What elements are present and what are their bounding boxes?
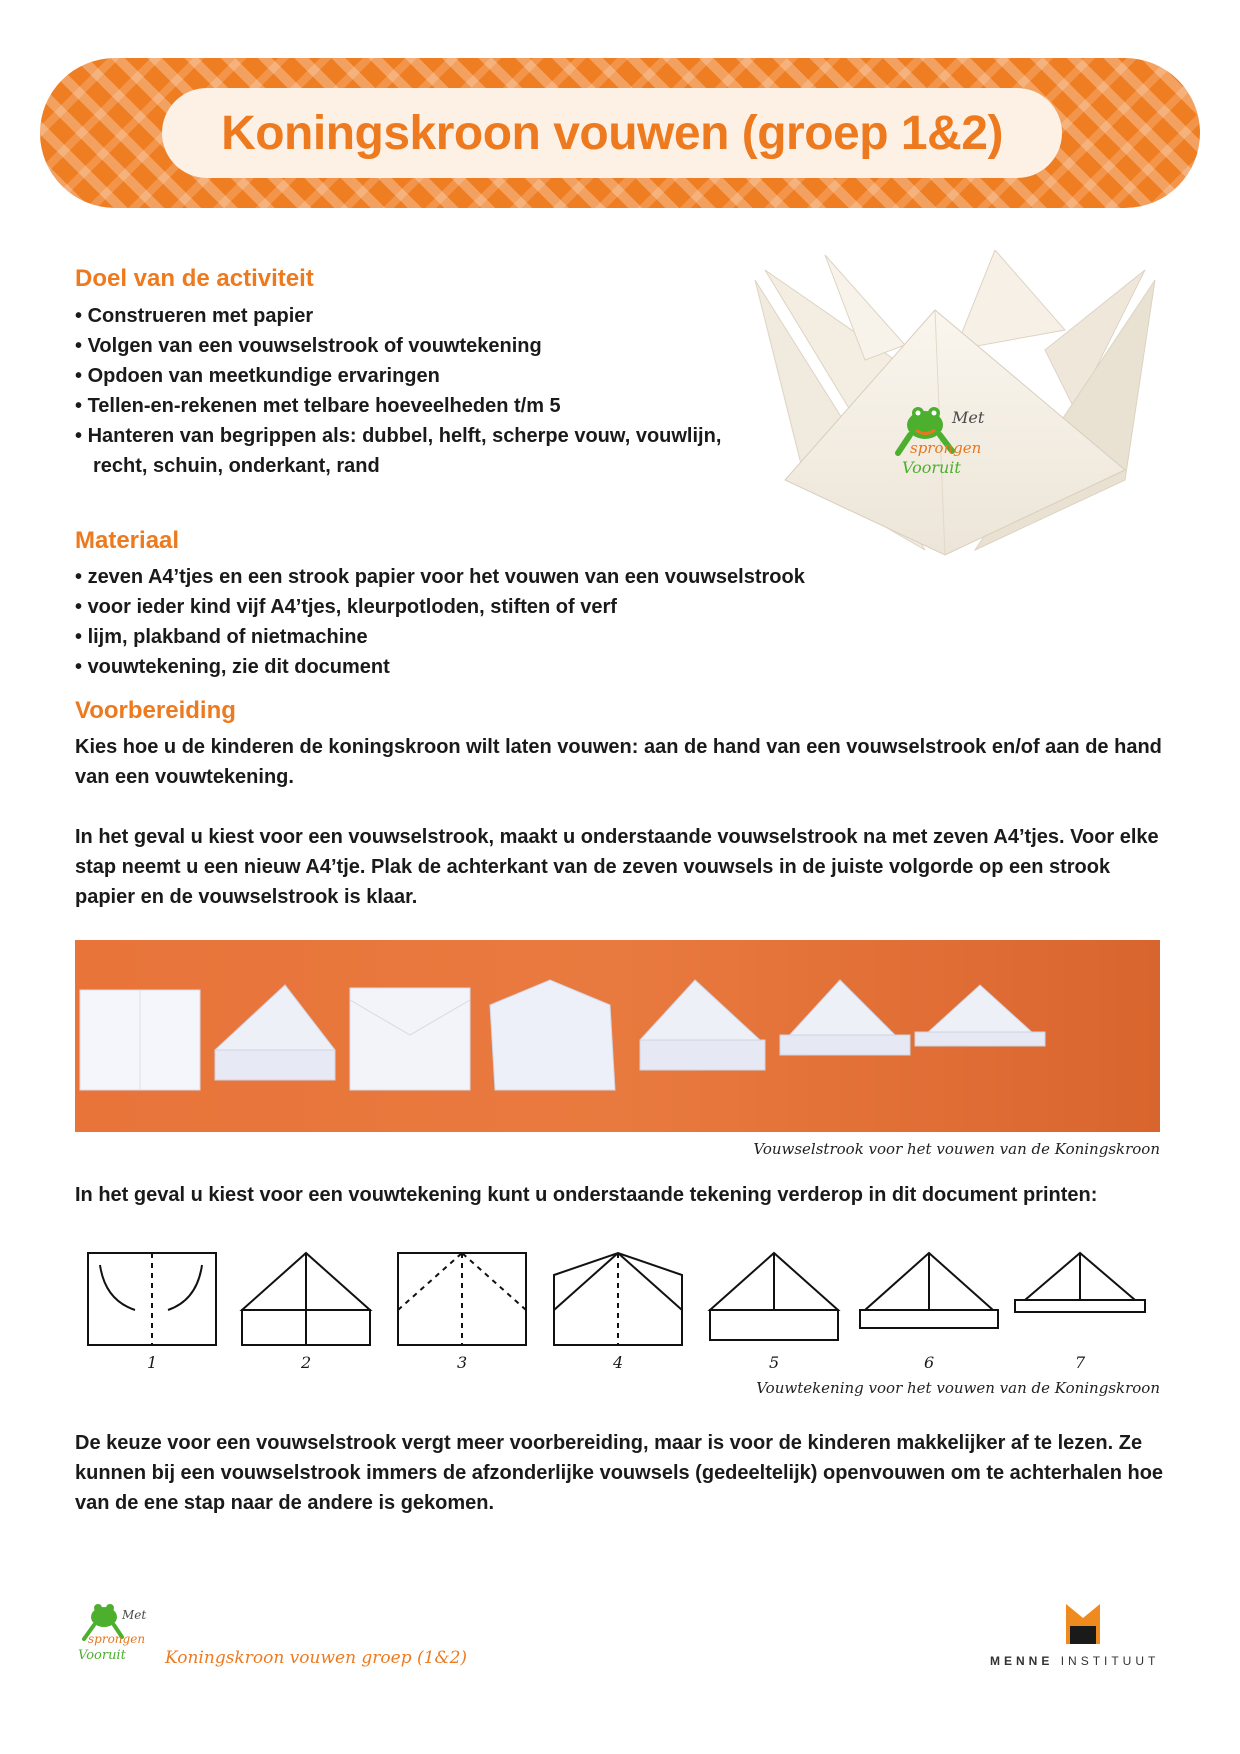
step-number: 3 — [457, 1353, 468, 1372]
vouwselstrook-photo — [75, 940, 1160, 1132]
menne-instituut-wordmark — [990, 1654, 1159, 1668]
vouwtekening-diagram — [80, 1245, 1165, 1365]
logo-line1: Met — [952, 408, 985, 427]
footer-logo — [64, 1595, 164, 1675]
voorbereiding-paragraph-2: In het geval u kiest voor een vouwselstrook, maakt u onderstaande vouwselstrook na met zeven A4’tjes. Voor elke stap neemt u een nieuw A4’tje. Plak de achterkant van de zeven vouwsels in de juiste volgorde op een strook papier en de vouwselstrook is klaar. — [75, 826, 1159, 908]
voorbereiding-paragraph-1: Kies hoe u de kinderen de koningskroon wilt laten vouwen: aan de hand van een vouwselstrook en/of aan de hand van een vouwtekening. — [75, 736, 1162, 788]
doel-heading: Doel van de activiteit — [75, 265, 314, 292]
instituut-word: INSTITUUT — [1060, 1654, 1160, 1668]
footer-logo-line3: Vooruit — [78, 1648, 126, 1663]
list-item: • voor ieder kind vijf A4’tjes, kleurpotloden, stiften of verf — [75, 592, 1075, 622]
list-item: • Volgen van een vouwselstrook of vouwtekening — [75, 331, 775, 361]
list-item: • Tellen-en-rekenen met telbare hoeveelheden t/m 5 — [75, 391, 775, 421]
step-number: 7 — [1075, 1353, 1086, 1372]
list-item: • Hanteren van begrippen als: dubbel, helft, scherpe vouw, vouwlijn, recht, schuin, onderkant, rand — [75, 421, 775, 481]
step-number: 5 — [769, 1353, 780, 1372]
header-banner — [40, 58, 1200, 208]
list-item: • Construeren met papier — [75, 301, 775, 331]
list-item: • Opdoen van meetkundige ervaringen — [75, 361, 775, 391]
sprongen-vooruit-logo — [880, 395, 1000, 495]
materiaal-heading: Materiaal — [75, 527, 180, 554]
footer-logo-line1: Met — [122, 1608, 147, 1622]
materiaal-list — [75, 562, 1075, 682]
diagram-step-numbers — [80, 1353, 1165, 1377]
step-number: 4 — [613, 1353, 624, 1372]
menne-word: MENNE — [990, 1654, 1054, 1668]
list-item: • zeven A4’tjes en een strook papier voor het vouwen van een vouwselstrook — [75, 562, 1075, 592]
page-title: Koningskroon vouwen (groep 1&2) — [221, 106, 1003, 160]
menne-logo-mark — [1066, 1604, 1100, 1644]
logo-line3: Vooruit — [902, 458, 961, 477]
title-pill — [162, 88, 1062, 178]
footer-logo-line2: sprongen — [88, 1632, 146, 1646]
step-number: 2 — [301, 1353, 312, 1372]
voorbereiding-paragraph-4: De keuze voor een vouwselstrook vergt meer voorbereiding, maar is voor de kinderen makkelijker af te lezen. Ze kunnen bij een vouwselstrook immers de afzonderlijke vouwsels (gedeeltelijk) openvouwen om te achterhalen hoe van de ene stap naar de andere is gekomen. — [75, 1432, 1164, 1514]
footer-title: Koningskroon vouwen groep (1&2) — [165, 1648, 468, 1668]
doel-list — [75, 301, 775, 481]
voorbereiding-paragraph-3: In het geval u kiest voor een vouwtekening kunt u onderstaande tekening verderop in dit document printen: — [75, 1184, 1098, 1206]
strip-caption: Vouwselstrook voor het vouwen van de Koningskroon — [753, 1140, 1160, 1158]
diagram-caption: Vouwtekening voor het vouwen van de Koningskroon — [756, 1379, 1160, 1397]
voorbereiding-heading: Voorbereiding — [75, 697, 236, 724]
logo-line2: sprongen — [910, 439, 982, 457]
list-item: • lijm, plakband of nietmachine — [75, 622, 1075, 652]
step-number: 6 — [924, 1353, 935, 1372]
list-item: • vouwtekening, zie dit document — [75, 652, 1075, 682]
step-number: 1 — [147, 1353, 158, 1372]
